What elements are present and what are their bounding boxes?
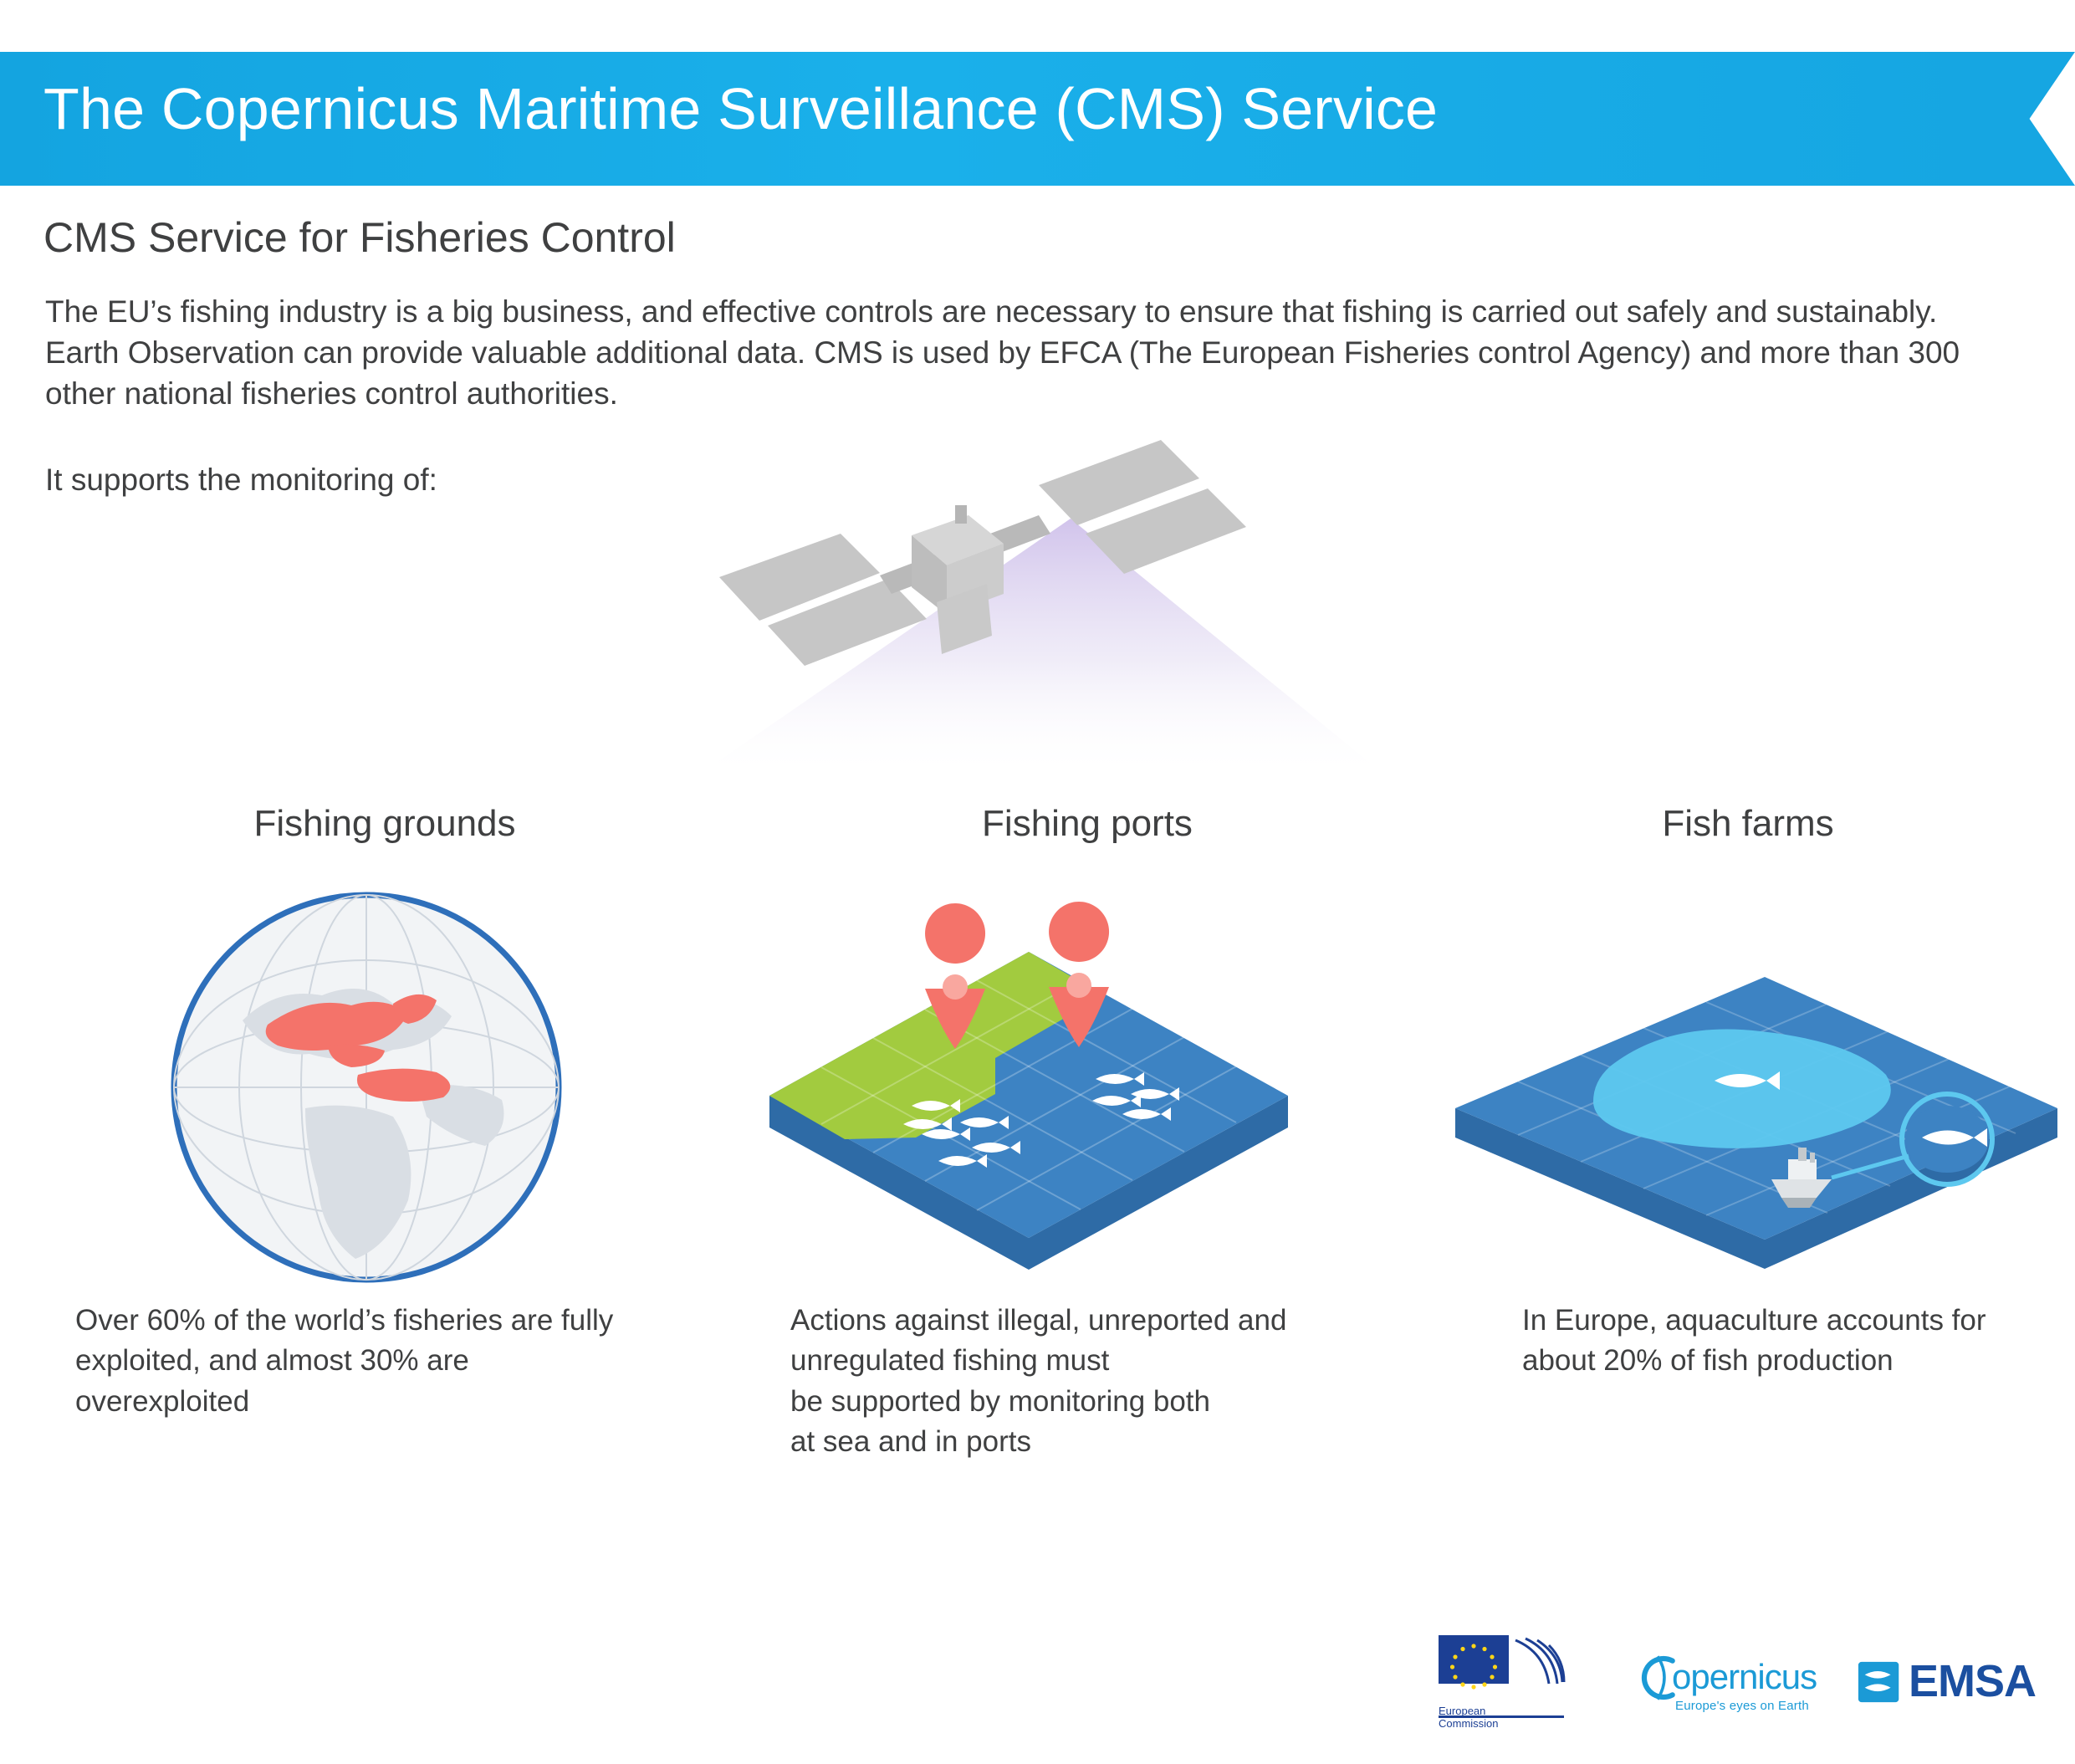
fish-farm-icon (1439, 928, 2074, 1280)
column-heading-fish-farms: Fish farms (1662, 803, 1834, 844)
caption-line: Actions against illegal, unreported and (790, 1304, 1287, 1337)
eu-label-line2: Commission (1439, 1716, 1499, 1730)
caption-fish-farms: In Europe, aquaculture accounts for about 20% of fish production (1522, 1304, 1986, 1378)
european-commission-logo (1439, 1635, 1581, 1730)
copernicus-tagline: Europe's eyes on Earth (1675, 1699, 1809, 1713)
copernicus-wordmark: opernicus (1672, 1657, 1817, 1696)
column-heading-fishing-ports: Fishing ports (982, 803, 1193, 844)
intro-paragraph: The EU’s fishing industry is a big business, and effective controls are necessary to ensure that fishing is carried out safely and sustainably. Earth Observation can provide valuable additional data. CMS is used by EFCA (The European Fisheries control Agency) and more than 300 other national fisheries control authorities. (45, 294, 1960, 412)
emsa-logo (1857, 1654, 2066, 1716)
globe-icon (142, 878, 611, 1296)
copernicus-logo (1635, 1650, 1827, 1721)
satellite-icon (661, 435, 1464, 786)
eu-label-line1: European (1439, 1705, 1486, 1717)
caption-line: be supported by monitoring both (790, 1384, 1210, 1418)
caption-line: at sea and in ports (790, 1424, 1031, 1458)
column-heading-fishing-grounds: Fishing grounds (253, 803, 516, 844)
caption-fishing-ports (790, 1301, 1376, 1462)
header-banner-tail (1974, 52, 2075, 186)
eu-commission-label (1439, 1705, 1547, 1731)
header-banner (0, 52, 2075, 186)
caption-line: unregulated fishing must (790, 1344, 1110, 1378)
coastline-map-icon (744, 887, 1313, 1280)
supports-label: It supports the monitoring of: (45, 463, 437, 497)
footer-logos (1439, 1635, 2057, 1736)
section-title: CMS Service for Fisheries Control (43, 214, 676, 261)
page-title: The Copernicus Maritime Surveillance (CMS) Service (43, 76, 1439, 141)
emsa-wordmark: EMSA (1909, 1656, 2037, 1706)
caption-fishing-grounds: Over 60% of the world’s fisheries are fully exploited, and almost 30% are overexploited (75, 1304, 614, 1418)
